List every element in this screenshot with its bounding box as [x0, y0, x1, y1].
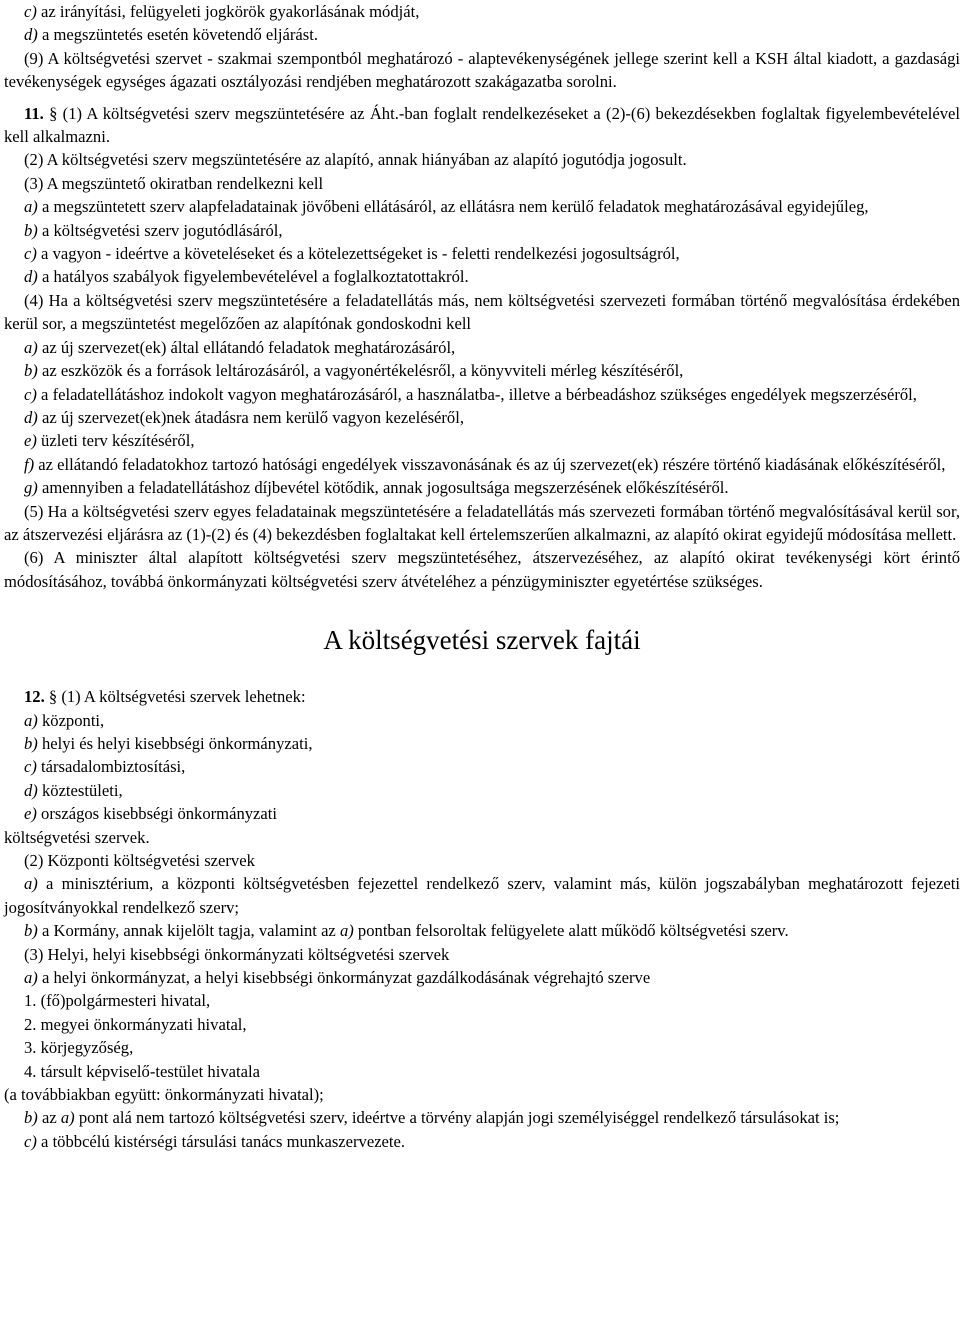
paragraph-9: (9) A költségvetési szervet - szakmai szempontból meghatározó - alaptevékenységének jellege szerint kell a KSH által kiadott, a gazdasági tevékenységek egységes ágazati osztályozási rendjében meghatározott szakágazatba sorolni.	[4, 48, 960, 92]
section-12-1a: a) központi,	[24, 710, 105, 730]
section-11-4d: d) az új szervezet(ek)nek átadásra nem kerülő vagyon kezeléséről,	[24, 407, 464, 427]
item-c-control: c) az irányítási, felügyeleti jogkörök gyakorlásának módját,	[24, 2, 420, 21]
section-11-4c: c) a feladatellátáshoz indokolt vagyon meghatározásáról, a használatba-, illetve a bérbeadáshoz szükséges engedélyek megszerzéséről,	[24, 384, 917, 404]
section-11-para-6: (6) A miniszter által alapított költségvetési szerv megszüntetéséhez, átszervezéséhez, az alapító okirat tevékenységi kört érintő módosításához, továbbá önkormányzati költségvetési szerv átvételéhez a pénzügyminiszter egyetértése szükséges.	[4, 548, 960, 591]
section-11-4b: b) az eszközök és a források leltározásáról, a vagyonértékelésről, a könyvviteli mérleg készítéséről,	[24, 361, 684, 381]
numbered-item-2: 2. megyei önkormányzati hivatal,	[24, 1014, 247, 1034]
section-11-para-4: (4) Ha a költségvetési szerv megszüntetésére a feladatellátás más, nem költségvetési szervezeti formában történő megvalósítása érdekében kerül sor, a megszüntetést megelőzően az alapítónak gondoskodni kell	[4, 290, 960, 334]
numbered-item-3: 3. körjegyzőség,	[24, 1038, 134, 1058]
section-12-1b: b) helyi és helyi kisebbségi önkormányzati,	[24, 733, 313, 753]
section-12-1-closing: költségvetési szervek.	[4, 827, 150, 847]
section-11-4a: a) az új szervezet(ek) által ellátandó feladatok meghatározásáról,	[24, 337, 456, 357]
section-11-4e: e) üzleti terv készítéséről,	[24, 431, 195, 451]
section-12-2a: a) a minisztérium, a központi költségvetésben fejezettel rendelkező szerv, valamint más, külön jogszabályban meghatározott fejezeti jogosítványokkal rendelkező szerv;	[4, 874, 960, 917]
section-12-3c: c) a többcélú kistérségi társulási tanács munkaszervezete.	[24, 1131, 406, 1151]
section-11-para-2: (2) A költségvetési szerv megszüntetésére az alapító, annak hiányában az alapító jogutódja jogosult.	[24, 150, 687, 170]
section-12-para-2: (2) Központi költségvetési szervek	[24, 851, 255, 870]
section-12-para-1: 12. § (1) A költségvetési szervek lehetnek:	[24, 687, 306, 707]
section-11-4g: g) amennyiben a feladatellátáshoz díjbevétel kötődik, annak jogosultsága megszerzésének előkészítéséről.	[24, 478, 729, 498]
section-11-3a: a) a megszüntetett szerv alapfeladatainak jövőbeni ellátásáról, az ellátásra nem kerülő feladatok meghatározásával egyidejűleg,	[24, 197, 869, 217]
section-11-para-5: (5) Ha a költségvetési szerv egyes feladatainak megszüntetésére a feladatellátás más szervezeti formában történő megvalósításával kerül sor, az átszervezési eljárásra az (1)-(2) és (4) bekezdésben foglaltakat kell értelemszerűen alkalmazni, az alapító okirat egyidejű módosítása mellett.	[4, 501, 960, 544]
section-12-3a: a) a helyi önkormányzat, a helyi kisebbségi önkormányzat gazdálkodásának végrehajtó szerve	[24, 968, 651, 988]
section-11-para-3: (3) A megszüntető okiratban rendelkezni kell	[24, 173, 324, 193]
numbered-item-1: 1. (fő)polgármesteri hivatal,	[24, 991, 211, 1011]
section-12-3b: b) az a) pont alá nem tartozó költségvetési szerv, ideértve a törvény alapján jogi személyiséggel rendelkező társulásokat is;	[24, 1108, 840, 1128]
numbered-item-4-cont: (a továbbiakban együtt: önkormányzati hivatal);	[4, 1085, 324, 1105]
section-12-1d: d) köztestületi,	[24, 780, 123, 800]
section-12-2b: b) a Kormány, annak kijelölt tagja, valamint az a) pontban felsoroltak felügyelete alatt működő költségvetési szerv.	[24, 921, 789, 941]
item-d-procedure: d) a megszüntetés esetén követendő eljárást.	[24, 25, 318, 45]
section-11-para-1: 11. § (1) A költségvetési szerv megszüntetésére az Áht.-ban foglalt rendelkezéseket a (2)-(6) bekezdésekben foglaltak figyelembevételével kell alkalmazni.	[4, 103, 960, 147]
section-11-3d: d) a hatályos szabályok figyelembevételével a foglalkoztatottakról.	[24, 267, 469, 287]
section-12-para-3: (3) Helyi, helyi kisebbségi önkormányzati költségvetési szervek	[24, 944, 450, 964]
section-11-3b: b) a költségvetési szerv jogutódlásáról,	[24, 220, 283, 240]
section-12-1e: e) országos kisebbségi önkormányzati	[24, 804, 277, 824]
section-11-4f: f) az ellátandó feladatokhoz tartozó hatósági engedélyek visszavonásának és az új szervezet(ek) részére történő kiadásának előkészítéséről,	[24, 454, 946, 474]
numbered-item-4: 4. társult képviselő-testület hivatala	[24, 1061, 260, 1081]
section-12-1c: c) társadalombiztosítási,	[24, 757, 186, 777]
section-heading: A költségvetési szervek fajtái	[323, 625, 641, 656]
section-11-3c: c) a vagyon - ideértve a követeléseket és a kötelezettségeket is - feletti rendelkezési jogosultságról,	[24, 244, 680, 264]
